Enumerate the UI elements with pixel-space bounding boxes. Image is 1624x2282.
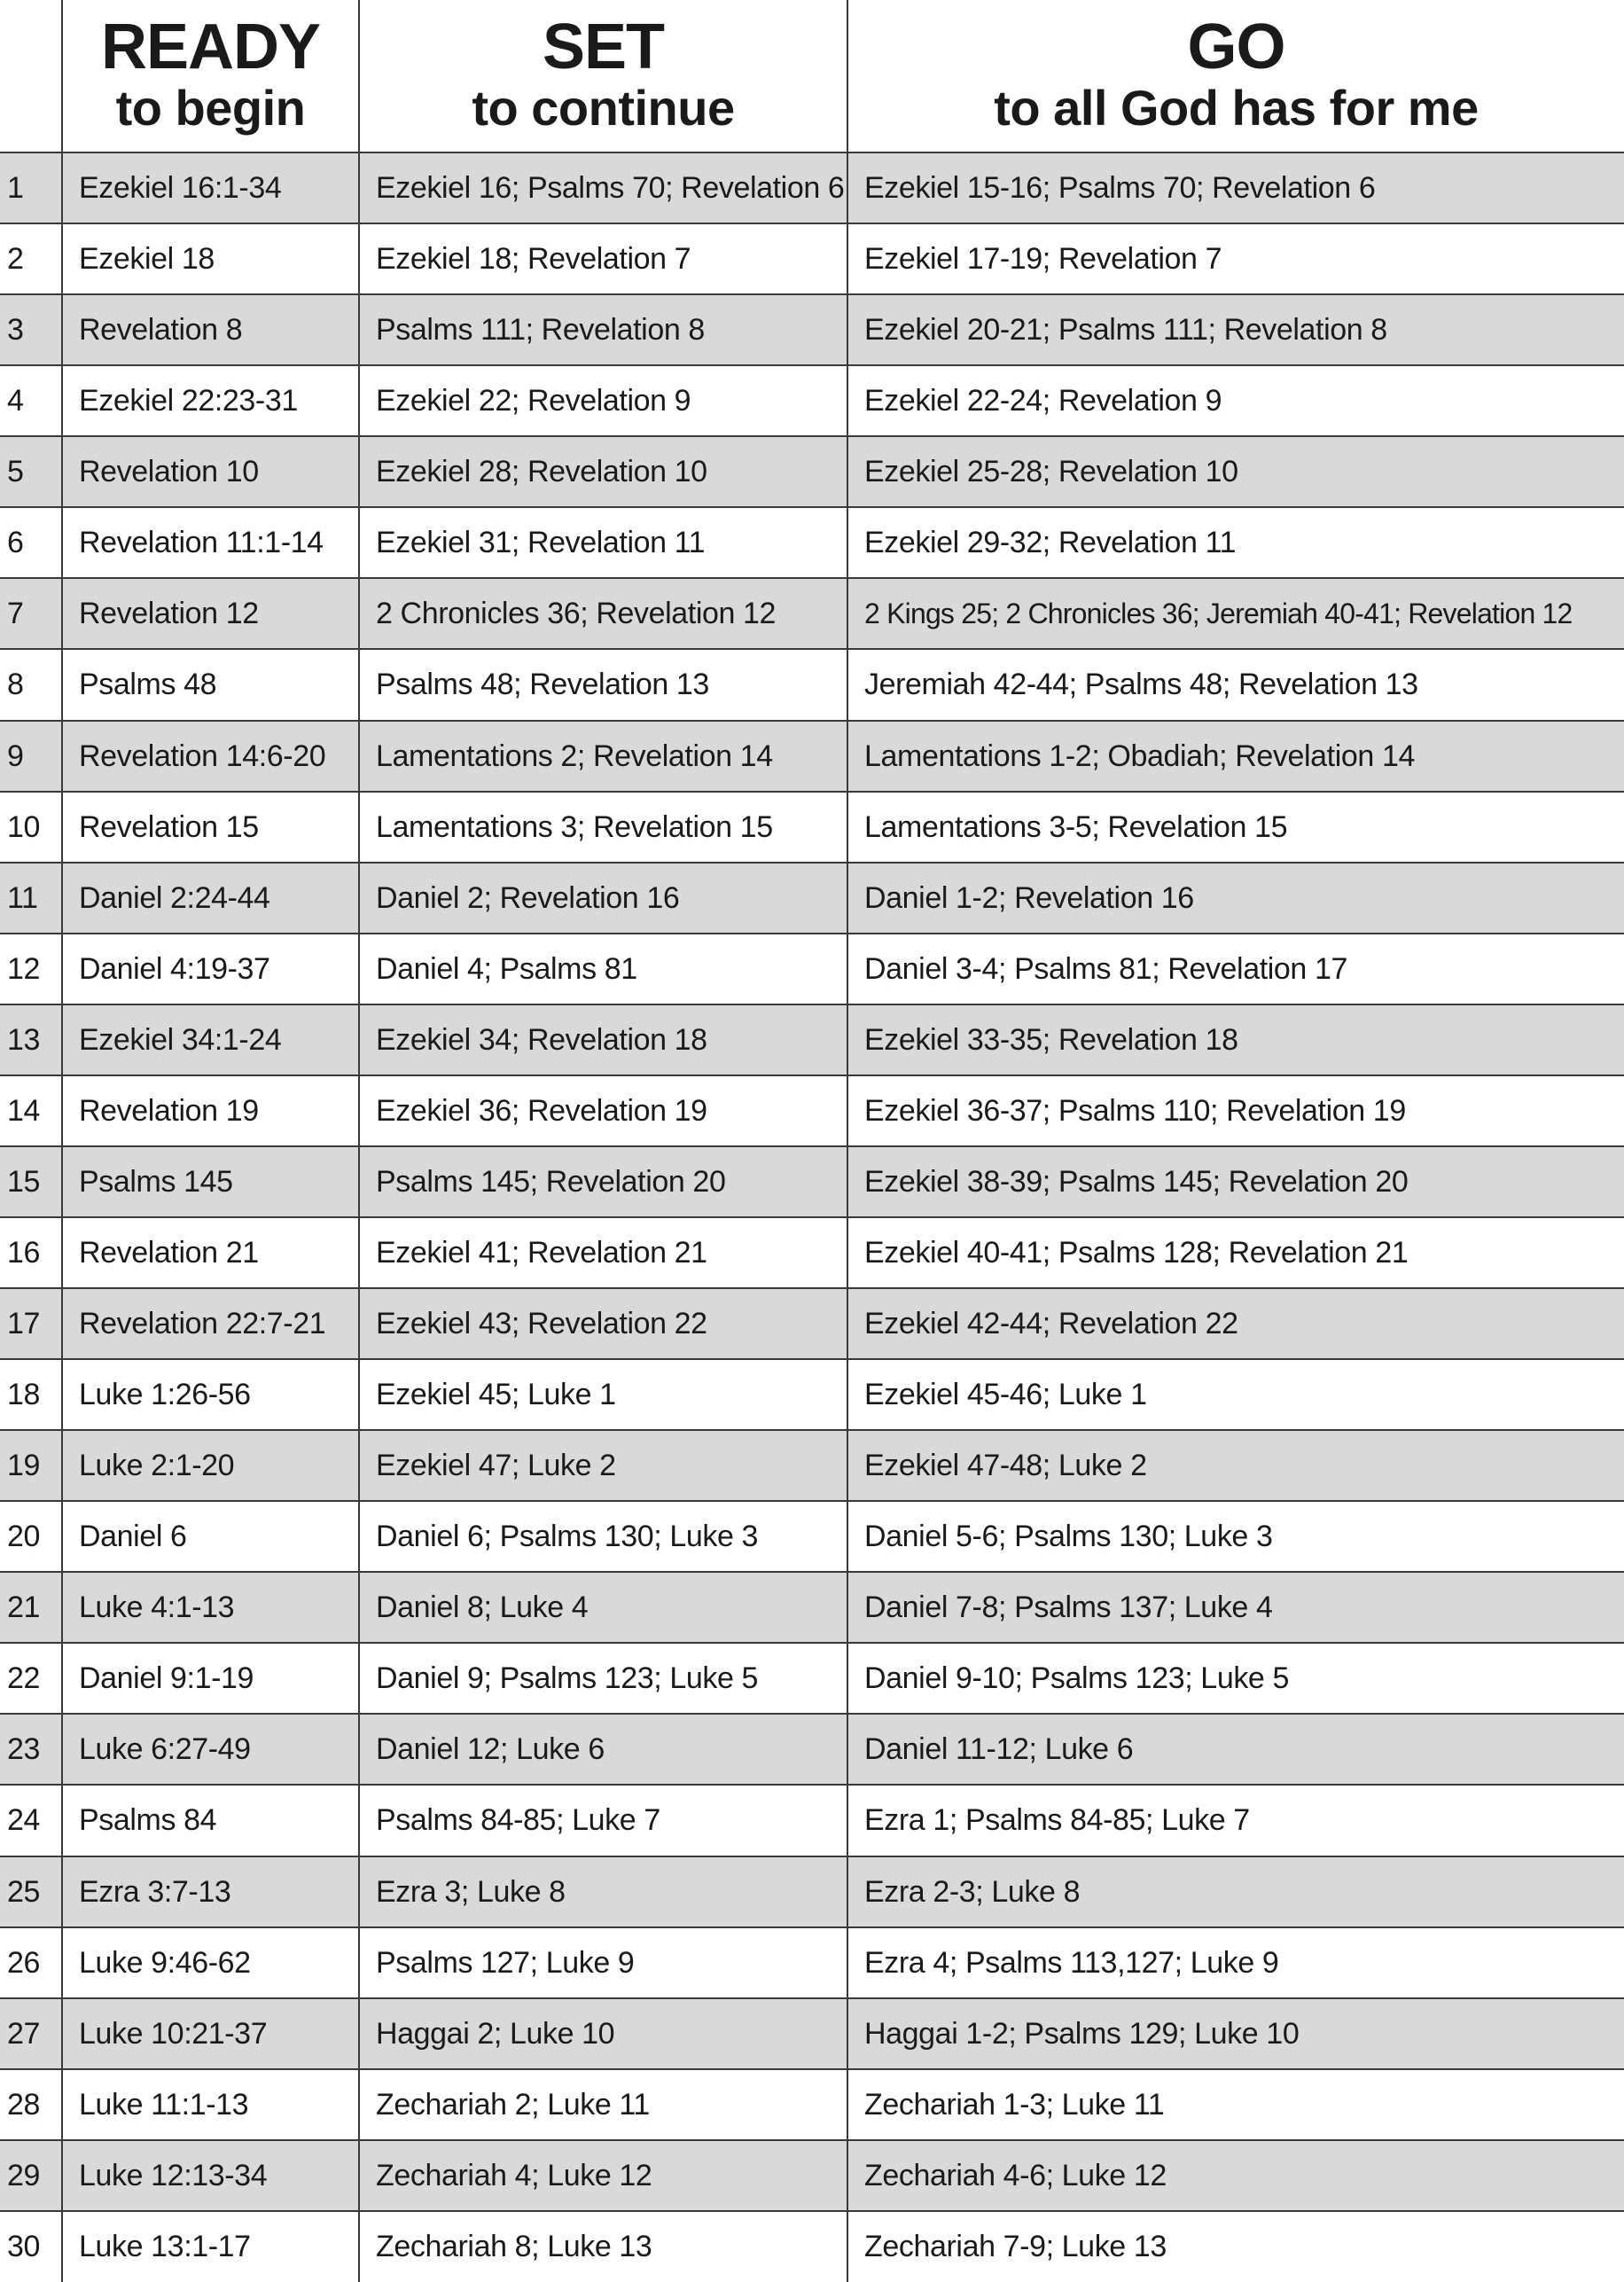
go-reading: Daniel 1-2; Revelation 16 [847,863,1624,934]
ready-reading: Luke 1:26-56 [62,1359,359,1430]
go-reading: Zechariah 4-6; Luke 12 [847,2140,1624,2211]
go-reading: Zechariah 7-9; Luke 13 [847,2211,1624,2282]
set-reading: Daniel 2; Revelation 16 [359,863,847,934]
set-reading: Lamentations 2; Revelation 14 [359,721,847,792]
day-number: 25 [0,1856,62,1927]
day-number: 3 [0,294,62,365]
set-reading: Ezekiel 36; Revelation 19 [359,1075,847,1146]
ready-subtitle: to begin [115,79,306,136]
table-row [0,1075,1624,1146]
ready-reading: Revelation 19 [62,1075,359,1146]
go-reading: Ezekiel 15-16; Psalms 70; Revelation 6 [847,152,1624,223]
table-row [0,365,1624,436]
table-row [0,436,1624,507]
table-body [0,152,1624,2282]
ready-reading: Daniel 6 [62,1501,359,1572]
go-reading: Haggai 1-2; Psalms 129; Luke 10 [847,1998,1624,2069]
go-reading: Ezra 1; Psalms 84-85; Luke 7 [847,1785,1624,1856]
ready-reading: Ezekiel 22:23-31 [62,365,359,436]
table-row [0,152,1624,223]
day-number: 27 [0,1998,62,2069]
ready-reading: Ezekiel 16:1-34 [62,152,359,223]
ready-reading: Revelation 21 [62,1217,359,1288]
day-number: 15 [0,1146,62,1217]
ready-reading: Ezekiel 18 [62,223,359,294]
table-row [0,1643,1624,1714]
set-reading: Daniel 6; Psalms 130; Luke 3 [359,1501,847,1572]
go-reading: Ezekiel 33-35; Revelation 18 [847,1004,1624,1075]
day-number: 11 [0,863,62,934]
day-number: 18 [0,1359,62,1430]
day-number: 14 [0,1075,62,1146]
table-row [0,1927,1624,1998]
ready-reading: Revelation 14:6-20 [62,721,359,792]
table-row [0,1714,1624,1785]
day-number: 17 [0,1288,62,1359]
set-reading: Psalms 127; Luke 9 [359,1927,847,1998]
table-row [0,934,1624,1004]
ready-reading: Revelation 11:1-14 [62,507,359,578]
go-reading: Daniel 3-4; Psalms 81; Revelation 17 [847,934,1624,1004]
set-reading: Zechariah 2; Luke 11 [359,2069,847,2140]
table-row [0,649,1624,720]
set-reading: Ezekiel 34; Revelation 18 [359,1004,847,1075]
table-row [0,578,1624,649]
day-number: 28 [0,2069,62,2140]
ready-reading: Revelation 12 [62,578,359,649]
ready-reading: Luke 13:1-17 [62,2211,359,2282]
go-reading: Ezekiel 29-32; Revelation 11 [847,507,1624,578]
day-number: 21 [0,1572,62,1643]
set-reading: Psalms 145; Revelation 20 [359,1146,847,1217]
day-number: 9 [0,721,62,792]
day-number: 10 [0,792,62,863]
set-reading: Ezekiel 45; Luke 1 [359,1359,847,1430]
day-number: 16 [0,1217,62,1288]
go-reading: Ezekiel 47-48; Luke 2 [847,1430,1624,1501]
table-row [0,1856,1624,1927]
ready-reading: Daniel 9:1-19 [62,1643,359,1714]
ready-reading: Luke 9:46-62 [62,1927,359,1998]
day-number: 1 [0,152,62,223]
table-row [0,1288,1624,1359]
set-reading: Lamentations 3; Revelation 15 [359,792,847,863]
day-number: 26 [0,1927,62,1998]
go-subtitle: to all God has for me [994,79,1479,136]
ready-reading: Daniel 4:19-37 [62,934,359,1004]
set-reading: 2 Chronicles 36; Revelation 12 [359,578,847,649]
go-reading: Lamentations 1-2; Obadiah; Revelation 14 [847,721,1624,792]
ready-reading: Luke 2:1-20 [62,1430,359,1501]
set-reading: Psalms 84-85; Luke 7 [359,1785,847,1856]
table-row [0,863,1624,934]
set-reading: Psalms 48; Revelation 13 [359,649,847,720]
set-reading: Psalms 111; Revelation 8 [359,294,847,365]
day-number: 13 [0,1004,62,1075]
set-reading: Ezekiel 22; Revelation 9 [359,365,847,436]
table-row [0,1146,1624,1217]
go-title: GO [1187,11,1285,82]
set-reading: Ezekiel 18; Revelation 7 [359,223,847,294]
table-row [0,223,1624,294]
set-reading: Zechariah 4; Luke 12 [359,2140,847,2211]
go-reading: Ezra 2-3; Luke 8 [847,1856,1624,1927]
header-ready [62,0,359,152]
header-day [0,0,62,152]
table-header [0,0,1624,152]
day-number: 29 [0,2140,62,2211]
header-go [847,0,1624,152]
go-reading: Daniel 11-12; Luke 6 [847,1714,1624,1785]
go-reading: Ezekiel 38-39; Psalms 145; Revelation 20 [847,1146,1624,1217]
table-row [0,1998,1624,2069]
ready-reading: Daniel 2:24-44 [62,863,359,934]
day-number: 20 [0,1501,62,1572]
table-row [0,2211,1624,2282]
table-row [0,1785,1624,1856]
day-number: 12 [0,934,62,1004]
go-reading: Ezra 4; Psalms 113,127; Luke 9 [847,1927,1624,1998]
go-reading: Ezekiel 20-21; Psalms 111; Revelation 8 [847,294,1624,365]
go-reading: Daniel 5-6; Psalms 130; Luke 3 [847,1501,1624,1572]
ready-reading: Revelation 8 [62,294,359,365]
ready-reading: Luke 4:1-13 [62,1572,359,1643]
ready-title: READY [100,11,321,82]
day-number: 2 [0,223,62,294]
table-row [0,1217,1624,1288]
day-number: 23 [0,1714,62,1785]
ready-reading: Luke 11:1-13 [62,2069,359,2140]
go-reading: Ezekiel 36-37; Psalms 110; Revelation 19 [847,1075,1624,1146]
day-number: 5 [0,436,62,507]
set-title: SET [542,11,665,82]
set-reading: Ezekiel 31; Revelation 11 [359,507,847,578]
ready-reading: Luke 6:27-49 [62,1714,359,1785]
table-row [0,721,1624,792]
table-row [0,1430,1624,1501]
ready-reading: Ezekiel 34:1-24 [62,1004,359,1075]
go-reading: Ezekiel 42-44; Revelation 22 [847,1288,1624,1359]
set-reading: Haggai 2; Luke 10 [359,1998,847,2069]
go-reading: Daniel 9-10; Psalms 123; Luke 5 [847,1643,1624,1714]
day-number: 30 [0,2211,62,2282]
day-number: 7 [0,578,62,649]
ready-reading: Luke 10:21-37 [62,1998,359,2069]
set-reading: Ezekiel 41; Revelation 21 [359,1217,847,1288]
table-row [0,294,1624,365]
ready-reading: Ezra 3:7-13 [62,1856,359,1927]
table-row [0,2140,1624,2211]
ready-reading: Revelation 22:7-21 [62,1288,359,1359]
table-row [0,1572,1624,1643]
ready-reading: Revelation 10 [62,436,359,507]
go-reading: Jeremiah 42-44; Psalms 48; Revelation 13 [847,649,1624,720]
table-row [0,1004,1624,1075]
set-subtitle: to continue [472,79,735,136]
go-reading: 2 Kings 25; 2 Chronicles 36; Jeremiah 40-41; Revelation 12 [847,578,1624,649]
day-number: 22 [0,1643,62,1714]
table-row [0,792,1624,863]
day-number: 4 [0,365,62,436]
day-number: 6 [0,507,62,578]
set-reading: Daniel 12; Luke 6 [359,1714,847,1785]
ready-reading: Luke 12:13-34 [62,2140,359,2211]
go-reading: Ezekiel 25-28; Revelation 10 [847,436,1624,507]
go-reading: Lamentations 3-5; Revelation 15 [847,792,1624,863]
ready-reading: Psalms 145 [62,1146,359,1217]
go-reading: Ezekiel 40-41; Psalms 128; Revelation 21 [847,1217,1624,1288]
go-reading: Ezekiel 45-46; Luke 1 [847,1359,1624,1430]
go-reading: Ezekiel 22-24; Revelation 9 [847,365,1624,436]
set-reading: Daniel 9; Psalms 123; Luke 5 [359,1643,847,1714]
header-row [0,0,1624,152]
day-number: 24 [0,1785,62,1856]
ready-reading: Psalms 48 [62,649,359,720]
table-row [0,2069,1624,2140]
set-reading: Daniel 4; Psalms 81 [359,934,847,1004]
set-reading: Ezra 3; Luke 8 [359,1856,847,1927]
set-reading: Ezekiel 16; Psalms 70; Revelation 6 [359,152,847,223]
set-reading: Ezekiel 47; Luke 2 [359,1430,847,1501]
set-reading: Ezekiel 43; Revelation 22 [359,1288,847,1359]
go-reading: Zechariah 1-3; Luke 11 [847,2069,1624,2140]
go-reading: Daniel 7-8; Psalms 137; Luke 4 [847,1572,1624,1643]
day-number: 8 [0,649,62,720]
table-row [0,507,1624,578]
set-reading: Zechariah 8; Luke 13 [359,2211,847,2282]
ready-reading: Psalms 84 [62,1785,359,1856]
table-row [0,1501,1624,1572]
day-number: 19 [0,1430,62,1501]
set-reading: Daniel 8; Luke 4 [359,1572,847,1643]
header-set [359,0,847,152]
ready-reading: Revelation 15 [62,792,359,863]
set-reading: Ezekiel 28; Revelation 10 [359,436,847,507]
go-reading: Ezekiel 17-19; Revelation 7 [847,223,1624,294]
table-row [0,1359,1624,1430]
